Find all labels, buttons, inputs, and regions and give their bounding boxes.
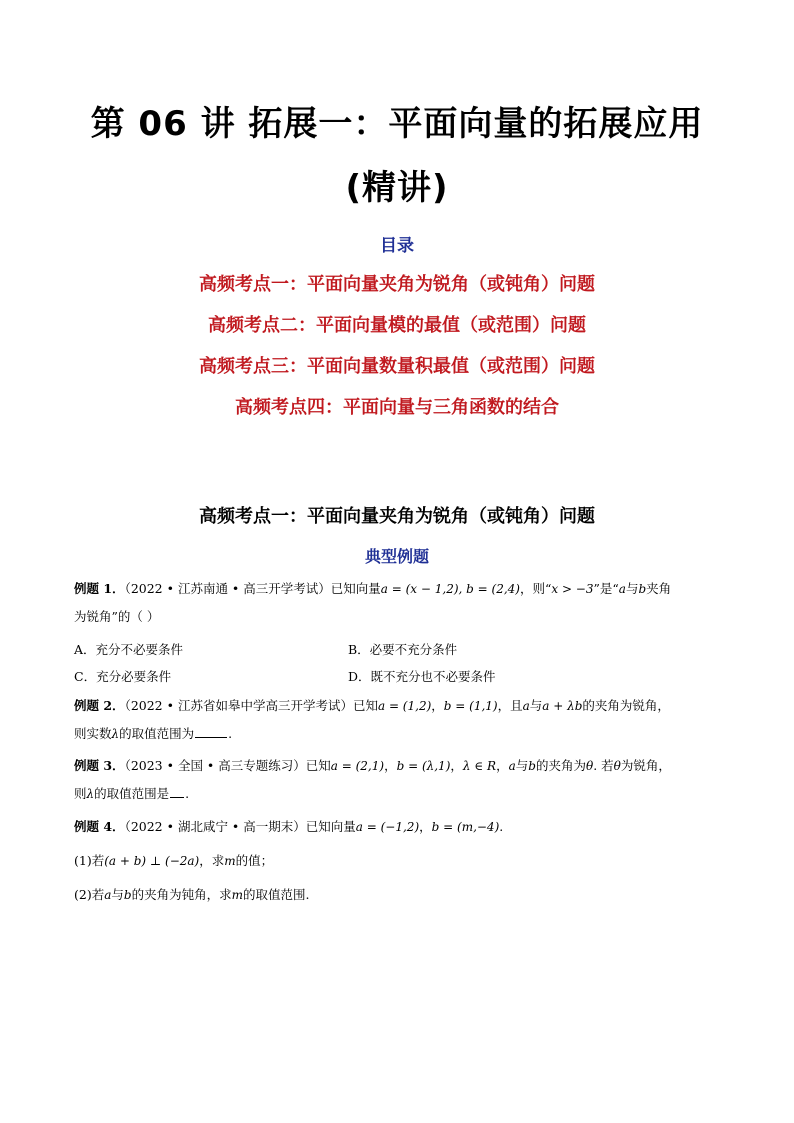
example-2-line-1	[74, 692, 734, 720]
section-heading: 高频考点一：平面向量夹角为锐角（或钝角）问题	[199, 506, 595, 527]
example-3	[74, 752, 734, 808]
example-1-line-2: 为锐角”的（ ）	[74, 609, 160, 624]
text: ，	[450, 758, 463, 773]
answer-blank[interactable]	[195, 725, 227, 738]
math-theta: θ	[585, 759, 594, 773]
text: 的取值范围是	[94, 786, 170, 801]
math-vector-b: b = (λ,1)	[396, 759, 451, 773]
example-3-line-1	[74, 752, 734, 780]
text: .	[185, 786, 190, 801]
example-4-line-1	[74, 813, 734, 841]
toc-item-2[interactable]: 高频考点二：平面向量模的最值（或范围）问题	[208, 315, 586, 336]
text: (2)若	[74, 887, 105, 902]
math-vector-b: b = (1,1)	[443, 699, 498, 713]
toc-item-1[interactable]: 高频考点一：平面向量夹角为锐角（或钝角）问题	[199, 274, 595, 295]
example-1-label: 例题 1．	[74, 581, 125, 596]
text: 与	[515, 758, 529, 773]
example-2	[74, 692, 734, 748]
math-domain: λ ∈ R	[462, 759, 497, 773]
math-vector-a-b: a = (x − 1,2), b = (2,4)	[380, 582, 520, 596]
math-vector-a: a	[522, 699, 530, 713]
page-title-suffix: (精讲)	[345, 168, 449, 208]
math-m: m	[224, 854, 236, 868]
text: 夹角	[646, 581, 672, 596]
math-lambda: λ	[111, 727, 120, 741]
text: ，	[384, 758, 397, 773]
option-d[interactable]: D．既不充分也不必要条件	[348, 669, 496, 684]
example-1	[74, 575, 734, 631]
math-vector-a: a = (2,1)	[330, 759, 385, 773]
math-perpendicular: (a + b) ⊥ (−2a)	[104, 854, 200, 868]
math-vector-b: b = (m,−4)	[431, 820, 500, 834]
text: 与	[529, 698, 543, 713]
text: ，	[496, 758, 509, 773]
text: 已知向量	[305, 819, 356, 834]
math-vector-a: a	[104, 888, 112, 902]
text: 的夹角为	[535, 758, 586, 773]
text: 则	[74, 786, 87, 801]
math-vector-a: a = (−1,2)	[355, 820, 420, 834]
text: ，则“	[519, 581, 552, 596]
example-1-source: （2022 • 江苏南通 • 高三开学考试）	[124, 581, 331, 596]
example-2-source: （2022 • 江苏省如皋中学高三开学考试）	[124, 698, 353, 713]
text: ，	[419, 819, 432, 834]
math-vector-a: a	[508, 759, 516, 773]
option-a[interactable]: A．充分不必要条件	[74, 642, 184, 657]
option-c[interactable]: C．充分必要条件	[74, 669, 172, 684]
math-condition: x > −3	[551, 582, 594, 596]
text: 则实数	[74, 726, 112, 741]
option-b[interactable]: B．必要不充分条件	[348, 642, 458, 657]
math-vector-a: a = (1,2)	[377, 699, 432, 713]
math-vector-a: a	[618, 582, 626, 596]
example-4-question-1	[74, 847, 734, 875]
text: (1)若	[74, 853, 105, 868]
text: .	[228, 726, 233, 741]
example-4-label: 例题 4．	[74, 819, 125, 834]
text: 的夹角为钝角，求	[131, 887, 232, 902]
math-vector-b: b	[638, 582, 647, 596]
text: 已知	[352, 698, 378, 713]
table-of-contents	[0, 271, 794, 435]
text: 为锐角，	[620, 758, 671, 773]
example-4-question-2	[74, 881, 734, 909]
example-2-line-2	[74, 720, 734, 748]
math-vector-b: b	[528, 759, 536, 773]
example-1-line-1	[74, 575, 734, 603]
text: . 若	[593, 758, 614, 773]
example-4	[74, 813, 734, 909]
example-3-label: 例题 3．	[74, 758, 125, 773]
answer-blank[interactable]	[170, 785, 184, 798]
text: 已知向量	[330, 581, 381, 596]
example-4-source: （2022 • 湖北咸宁 • 高一期末）	[124, 819, 306, 834]
example-2-label: 例题 2．	[74, 698, 125, 713]
text: ”是“	[593, 581, 619, 596]
toc-item-3[interactable]: 高频考点三：平面向量数量积最值（或范围）问题	[199, 356, 595, 377]
text: 与	[625, 581, 639, 596]
page-title: 第 06 讲 拓展一：平面向量的拓展应用	[90, 104, 704, 144]
text: 的值；	[235, 853, 274, 868]
text: ，求	[199, 853, 225, 868]
math-vector-sum: a + λb	[542, 699, 583, 713]
text: 已知	[305, 758, 331, 773]
example-3-source: （2023 • 全国 • 高三专题练习）	[124, 758, 306, 773]
text: 与	[111, 887, 124, 902]
text: .	[499, 819, 504, 834]
toc-item-4[interactable]: 高频考点四：平面向量与三角函数的结合	[235, 397, 559, 418]
section-subheading: 典型例题	[364, 547, 429, 566]
text: ，且	[497, 698, 523, 713]
example-3-line-2	[74, 780, 734, 808]
text: 的夹角为锐角，	[582, 698, 670, 713]
text: 的取值范围.	[242, 887, 310, 902]
text: ，	[431, 698, 444, 713]
toc-heading: 目录	[380, 236, 414, 256]
math-theta: θ	[613, 759, 621, 773]
text: 的取值范围为	[119, 726, 195, 741]
math-m: m	[231, 888, 243, 902]
math-vector-b: b	[123, 888, 132, 902]
math-lambda: λ	[86, 787, 95, 801]
